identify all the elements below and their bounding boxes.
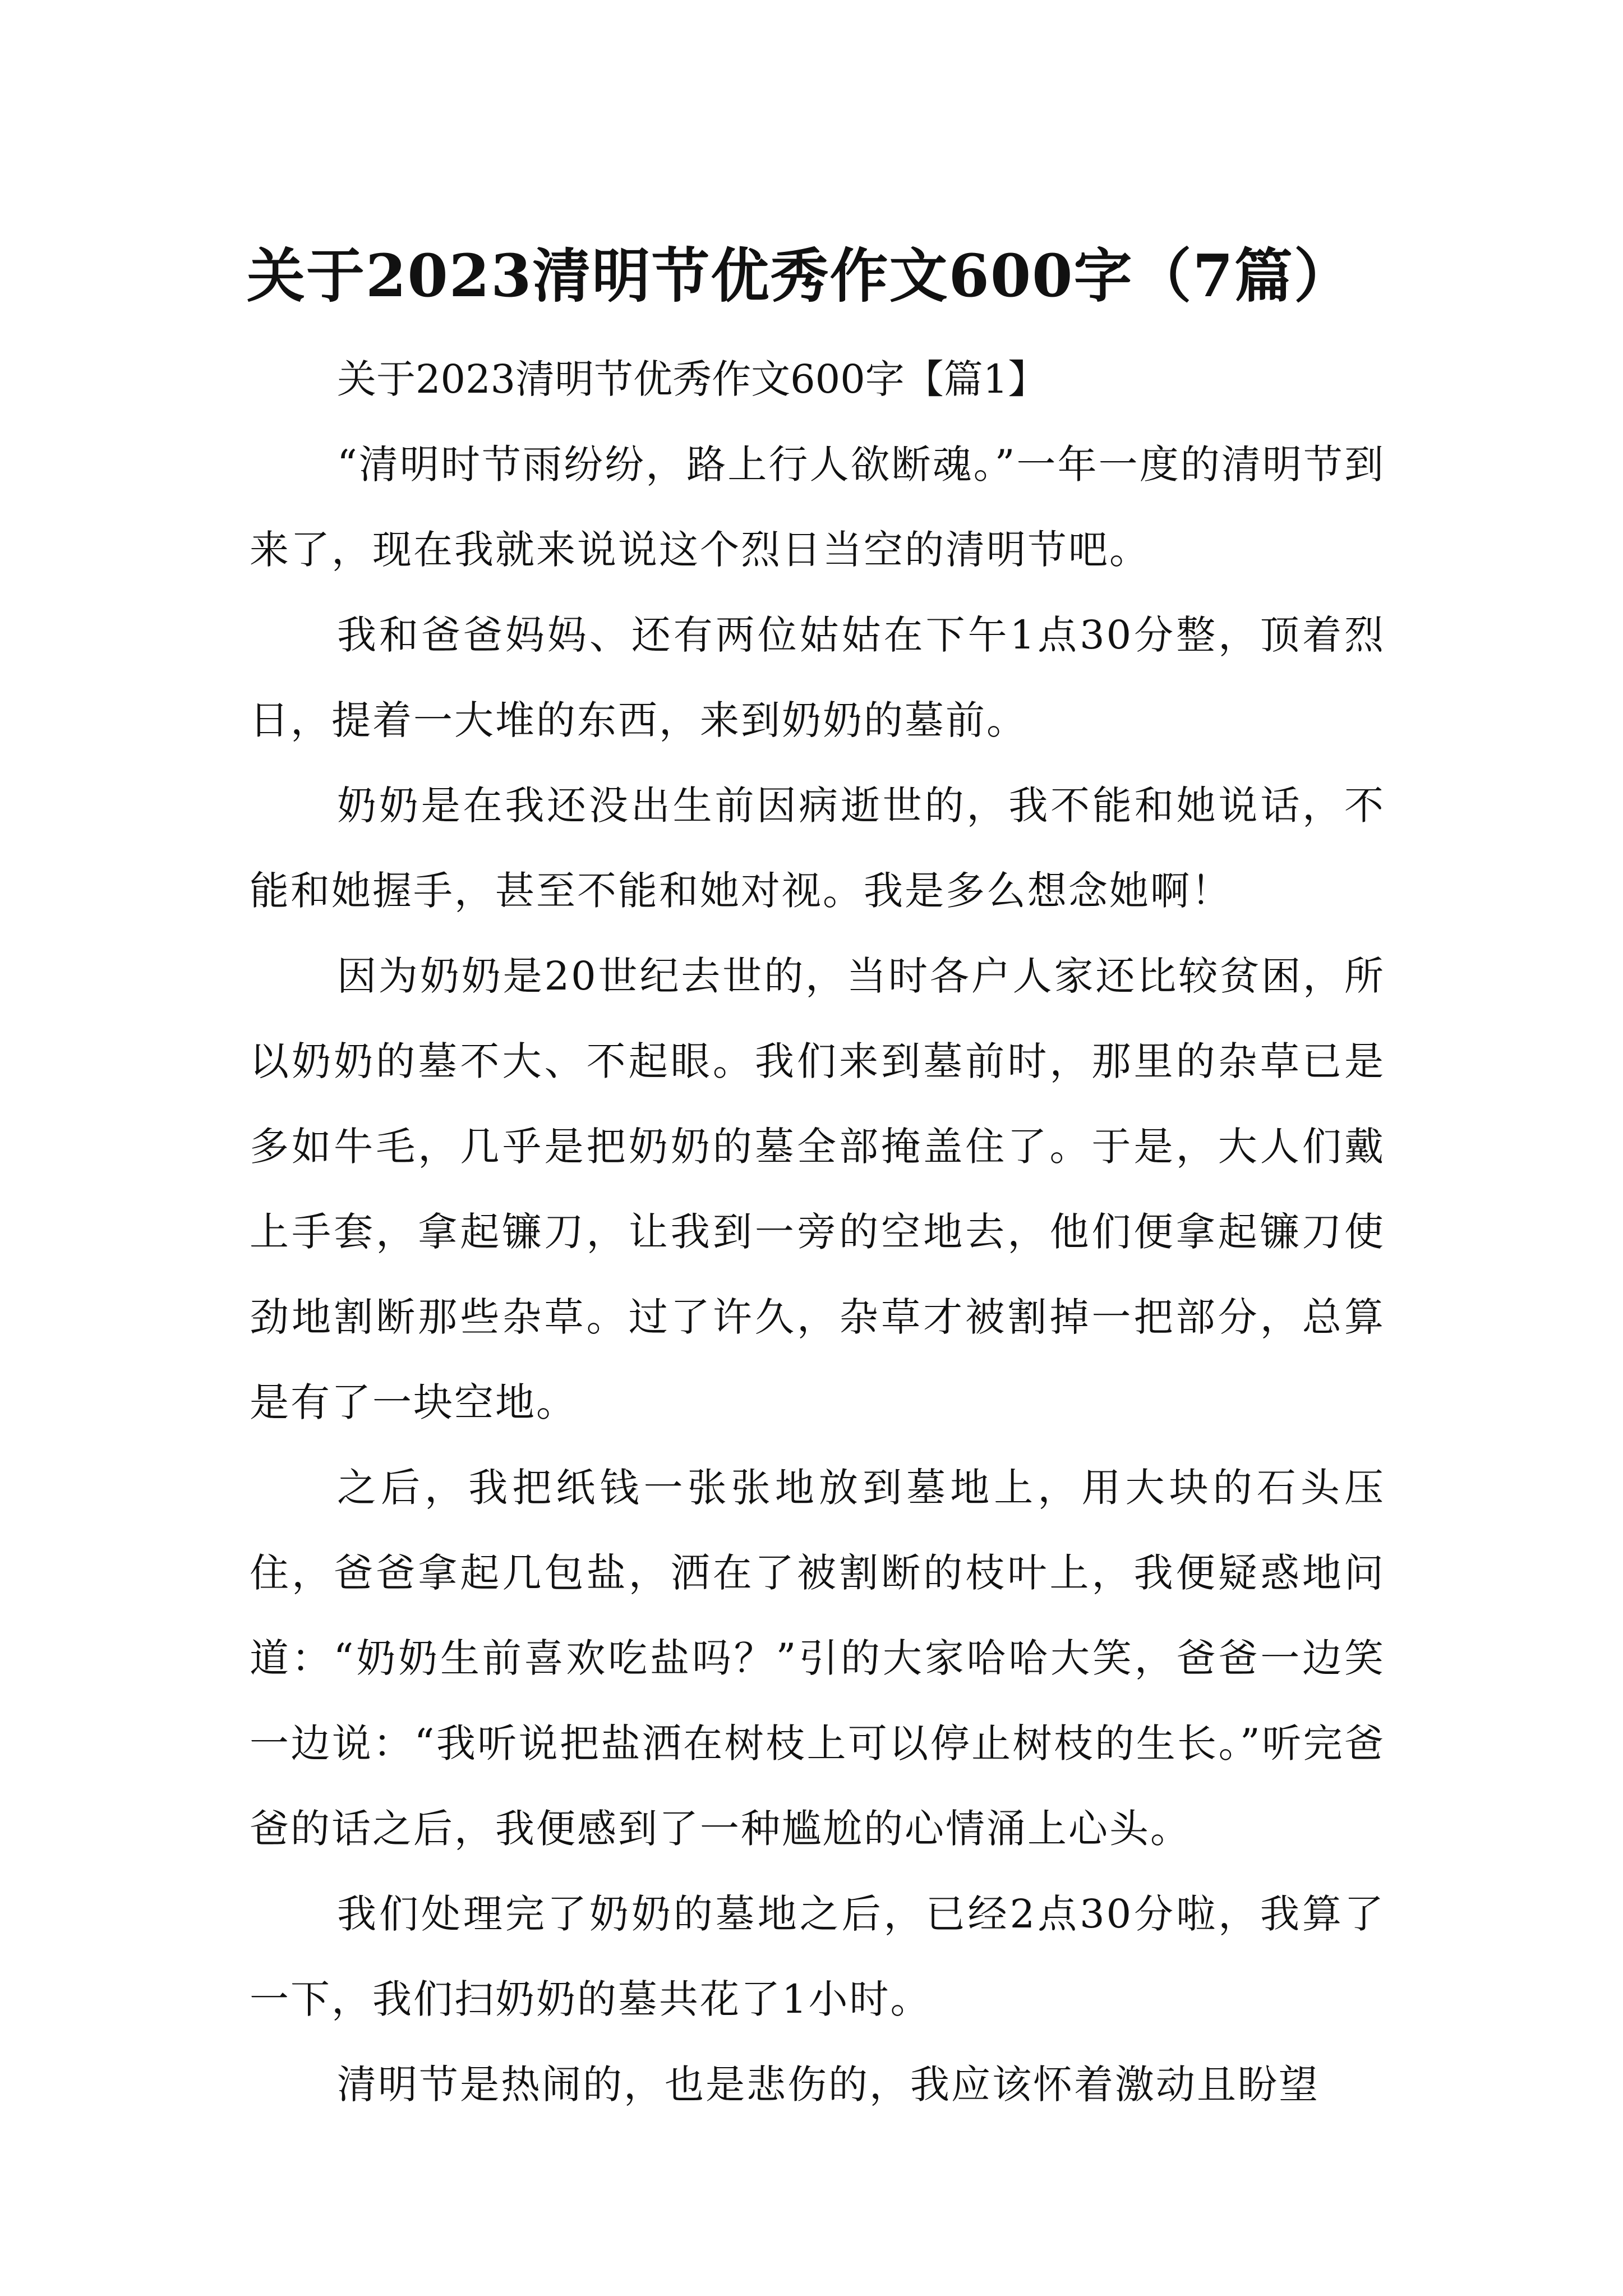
paragraph: 我和爸爸妈妈、还有两位姑姑在下午1点30分整，顶着烈日，提着一大堆的东西，来到奶奶的墓前。 (250, 612, 1385, 743)
paragraph: 奶奶是在我还没出生前因病逝世的，我不能和她说话，不能和她握手，甚至不能和她对视。我是多么想念她啊！ (250, 783, 1385, 914)
paragraph: “清明时节雨纷纷，路上行人欲断魂。”一年一度的清明节到来了，现在我就来说说这个烈日当空的清明节吧。 (250, 441, 1385, 573)
paragraph: 我们处理完了奶奶的墓地之后，已经2点30分啦，我算了一下，我们扫奶奶的墓共花了1小时。 (250, 1891, 1385, 2022)
paragraph: 之后，我把纸钱一张张地放到墓地上，用大块的石头压住，爸爸拿起几包盐，洒在了被割断的枝叶上，我便疑惑地问道：“奶奶生前喜欢吃盐吗？”引的大家哈哈大笑，爸爸一边笑一边说：“我听说把盐洒在树枝上可以停止树枝的生长。”听完爸爸的话之后，我便感到了一种尴尬的心情涌上心头。 (250, 1465, 1385, 1852)
paragraph: 清明节是热闹的，也是悲伤的，我应该怀着激动且盼望 (337, 2062, 1320, 2108)
document-title: 关于2023清明节优秀作文600字（7篇） (247, 241, 1353, 310)
section-heading: 关于2023清明节优秀作文600字【篇1】 (337, 356, 1048, 402)
paragraph: 因为奶奶是20世纪去世的，当时各户人家还比较贫困，所以奶奶的墓不大、不起眼。我们来到墓前时，那里的杂草已是多如牛毛，几乎是把奶奶的墓全部掩盖住了。于是，大人们戴上手套，拿起镰刀，让我到一旁的空地去，他们便拿起镰刀使劲地割断那些杂草。过了许久，杂草才被割掉一把部分，总算是有了一块空地。 (250, 953, 1385, 1425)
document-body (250, 337, 1385, 2127)
